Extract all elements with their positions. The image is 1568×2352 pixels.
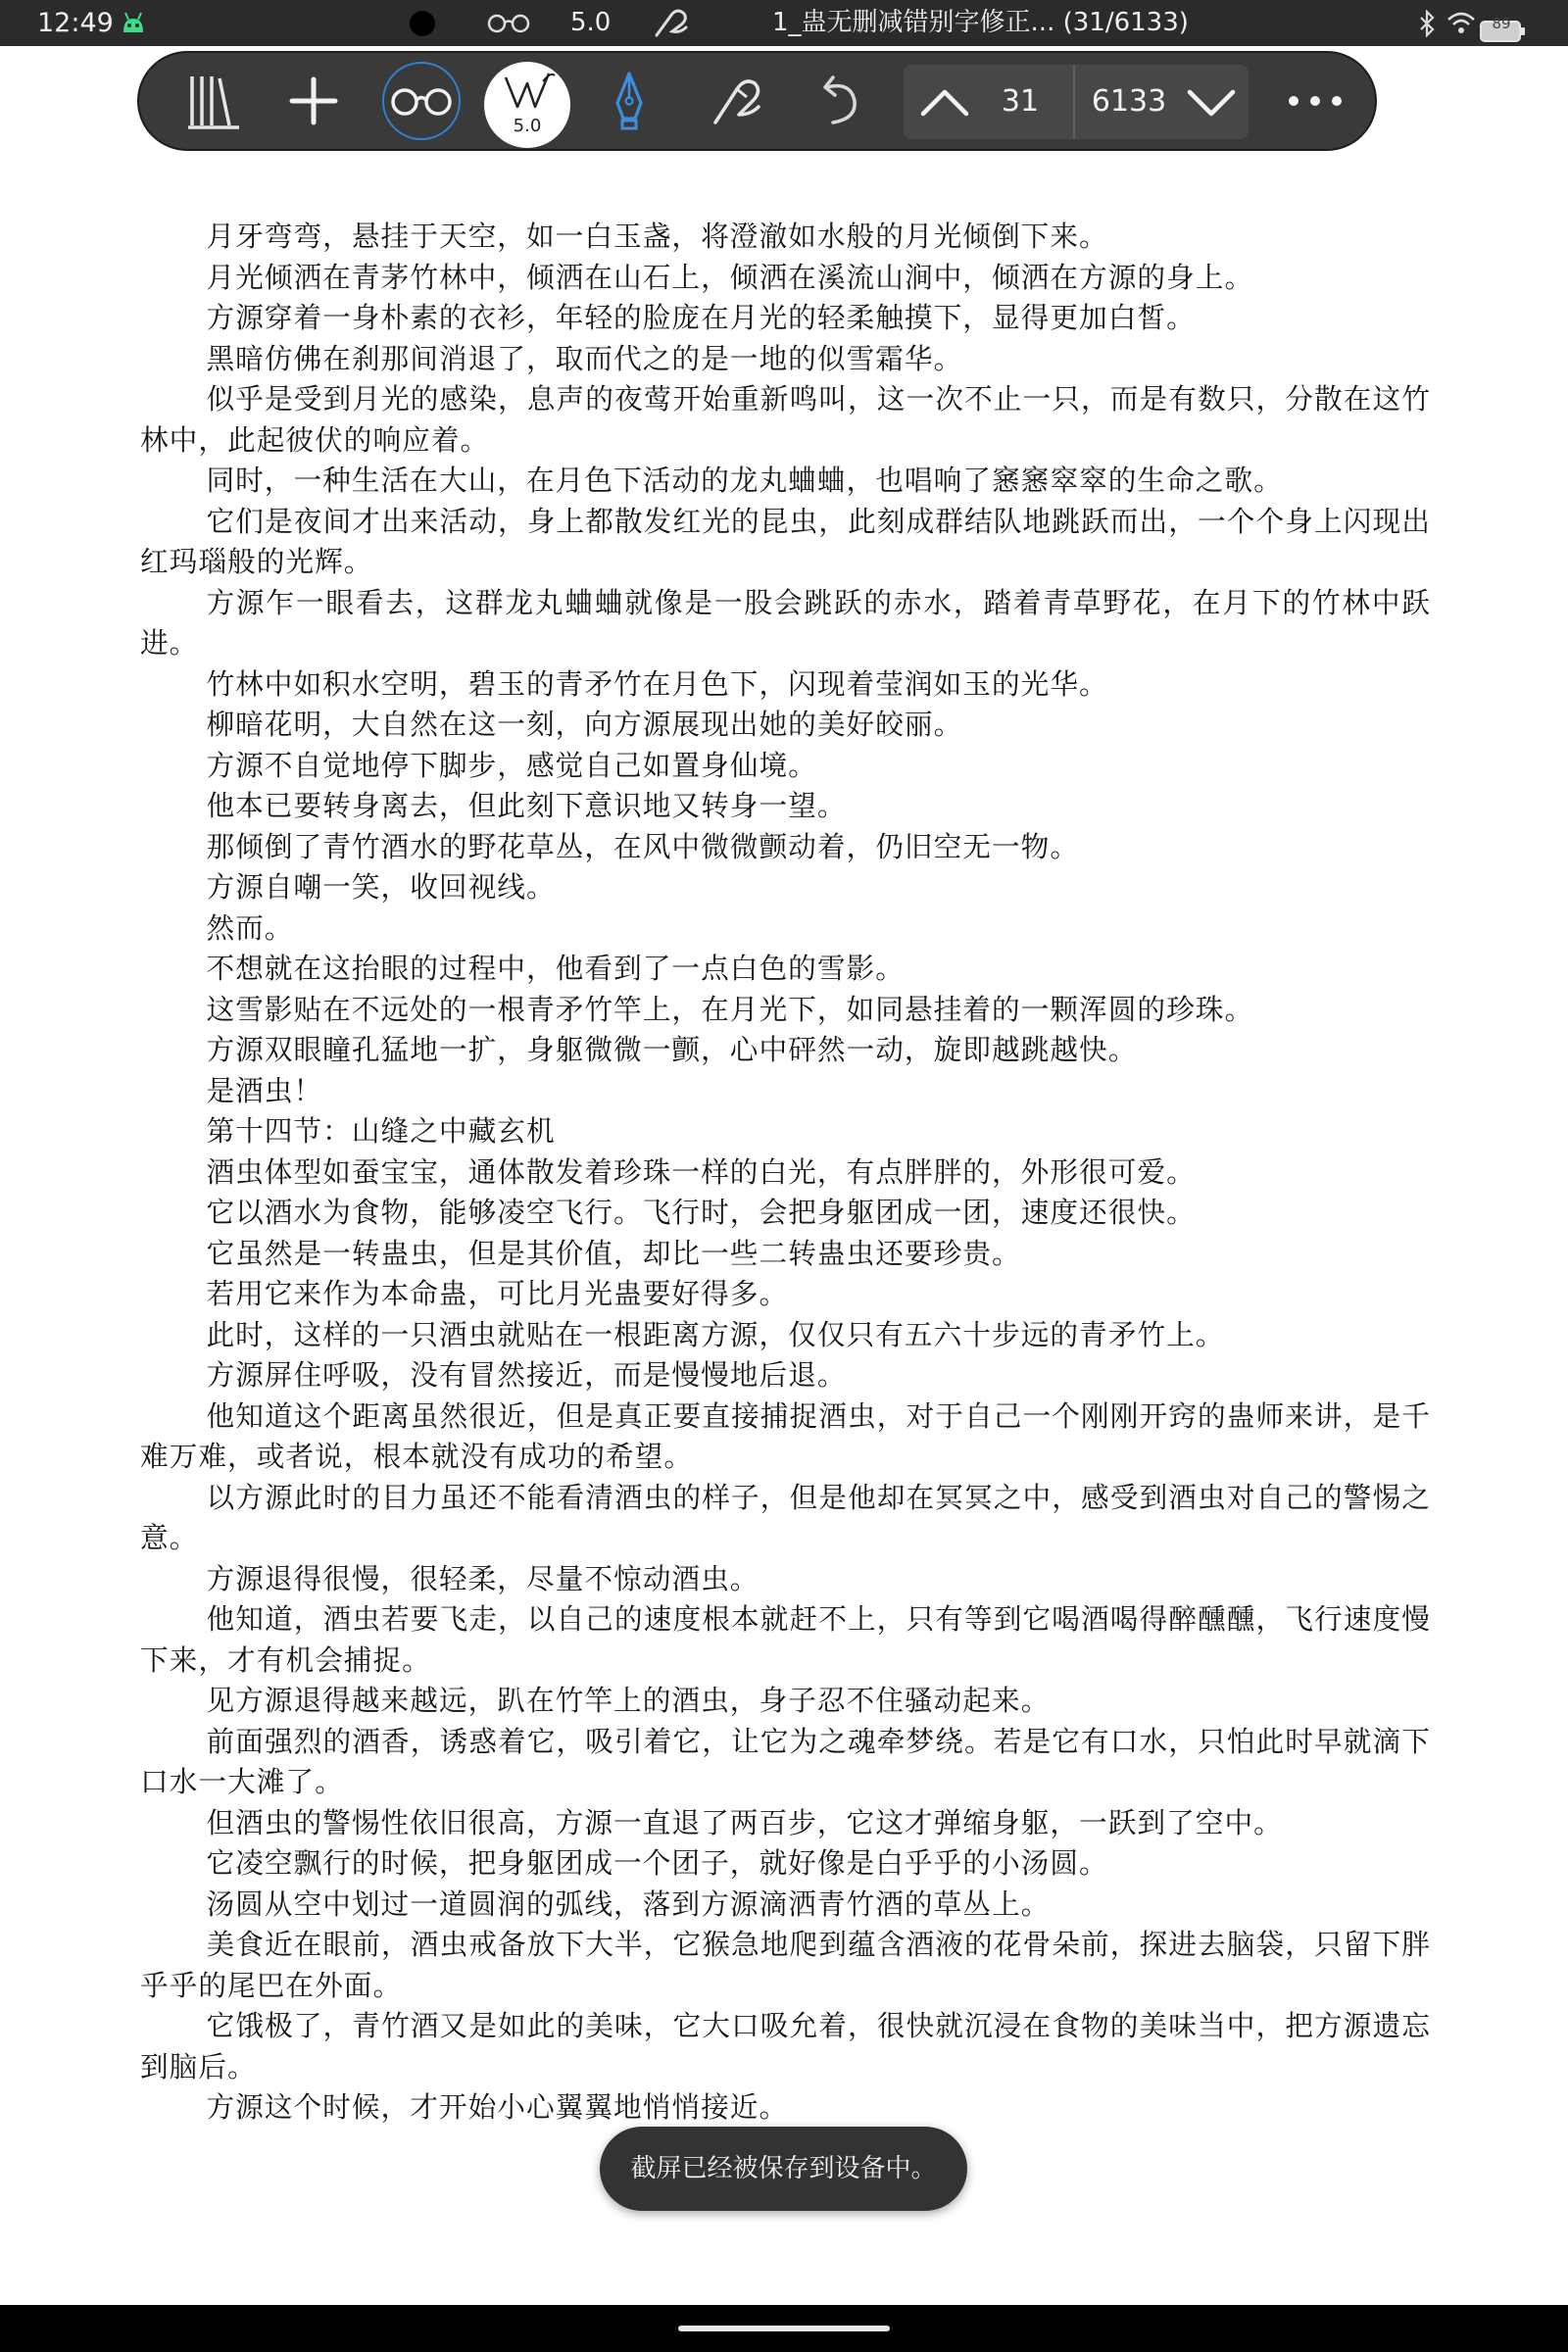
paragraph: 方源双眼瞳孔猛地一扩，身躯微微一颤，心中砰然一动，旋即越跳越快。 xyxy=(206,1033,1138,1066)
paragraph: 他知道这个距离虽然很近，但是真正要直接捕捉酒虫，对于自己一个刚刚开窍的蛊师来讲，是千难万难，或者说，根本就没有成功的希望。 xyxy=(140,1398,1431,1473)
current-page-number[interactable]: 31 xyxy=(1001,84,1040,119)
paragraph: 方源屏住呼吸，没有冒然接近，而是慢慢地后退。 xyxy=(206,1358,847,1392)
library-icon xyxy=(184,71,243,131)
android-debug-icon xyxy=(120,11,147,34)
chevron-up-icon xyxy=(919,86,970,118)
signature-icon xyxy=(653,6,692,41)
paragraph: 汤圆从空中划过一道圆润的弧线，落到方源滴洒青竹酒的草丛上。 xyxy=(206,1886,1051,1921)
paragraph: 它虽然是一转蛊虫，但是其价值，却比一些二转蛊虫还要珍贵。 xyxy=(206,1236,1021,1270)
paragraph: 方源自嘲一笑，收回视线。 xyxy=(206,870,556,904)
zoom-level: 5.0 xyxy=(513,116,542,136)
paragraph: 黑暗仿佛在刹那间消退了，取而代之的是一地的似雪霜华。 xyxy=(206,341,963,375)
undo-icon xyxy=(813,74,864,128)
paragraph: 第十四节：山缝之中藏玄机 xyxy=(206,1114,556,1148)
navigation-bar xyxy=(0,2305,1568,2352)
reading-mode-button[interactable] xyxy=(382,62,461,140)
undo-button[interactable] xyxy=(804,53,874,149)
wifi-icon xyxy=(1446,10,1476,37)
plus-icon xyxy=(288,75,339,126)
paragraph: 它们是夜间才出来活动，身上都散发红光的昆虫，此刻成群结队地跳跃而出，一个个身上闪现出红玛瑙般的光辉。 xyxy=(140,504,1431,578)
paragraph: 方源不自觉地停下脚步，感觉自己如置身仙境。 xyxy=(206,748,817,782)
paragraph: 它以酒水为食物，能够凌空飞行。飞行时，会把身躯团成一团，速度还很快。 xyxy=(206,1196,1196,1229)
pen-nib-icon xyxy=(610,70,649,132)
paragraph: 以方源此时的目力虽还不能看清酒虫的样子，但是他却在冥冥之中，感受到酒虫对自己的警惕之意。 xyxy=(140,1480,1431,1554)
pen-tool-button[interactable] xyxy=(590,53,668,149)
paragraph: 但酒虫的警惕性依旧很高，方源一直退了两百步，它这才弹缩身躯，一跃到了空中。 xyxy=(206,1805,1283,1839)
paragraph: 柳暗花明，大自然在这一刻，向方源展现出她的美好皎丽。 xyxy=(206,708,963,741)
signature-pen-icon xyxy=(708,72,766,130)
status-bar xyxy=(0,0,1568,46)
screenshot-saved-toast: 截屏已经被保存到设备中。 xyxy=(600,2127,967,2211)
paragraph: 方源退得很慢，很轻柔，尽量不惊动酒虫。 xyxy=(206,1561,760,1595)
battery-icon xyxy=(1480,12,1527,35)
paragraph: 似乎是受到月光的感染，息声的夜莺开始重新鸣叫，这一次不止一只，而是有数只，分散在这竹林中，此起彼伏的响应着。 xyxy=(140,382,1431,457)
paragraph: 然而。 xyxy=(206,910,294,945)
paragraph: 酒虫体型如蚕宝宝，通体散发着珍珠一样的白光，有点胖胖的，外形很可爱。 xyxy=(206,1154,1196,1189)
zoom-button[interactable] xyxy=(484,62,570,148)
document-title: 1_蛊无删减错别字修正... (31/6133) xyxy=(772,8,1189,37)
battery-level: 89 xyxy=(1492,15,1511,32)
paragraph: 它饿极了，青竹酒又是如此的美味，它大口吸允着，很快就沉浸在食物的美味当中，把方源遗忘到脑后。 xyxy=(140,2009,1431,2083)
next-page-button[interactable] xyxy=(1182,74,1241,129)
status-zoom: 5.0 xyxy=(570,8,612,37)
paragraph: 同时，一种生活在大山，在月色下活动的龙丸蛐蛐，也唱响了窸窸窣窣的生命之歌。 xyxy=(206,464,1283,497)
status-time: 12:49 xyxy=(37,8,114,38)
paragraph: 此时，这样的一只酒虫就贴在一根距离方源，仅仅只有五六十步远的青矛竹上。 xyxy=(206,1317,1225,1351)
chevron-down-icon xyxy=(1186,86,1237,118)
reading-mode-icon xyxy=(486,12,531,35)
paragraph: 见方源退得越来越远，趴在竹竿上的酒虫，身子忍不住骚动起来。 xyxy=(206,1684,1051,1717)
paragraph: 它凌空飘行的时候，把身躯团成一个团子，就好像是白乎乎的小汤圆。 xyxy=(206,1846,1108,1880)
paragraph: 月牙弯弯，悬挂于天空，如一白玉盏，将澄澈如水般的月光倾倒下来。 xyxy=(206,220,1108,253)
paragraph: 那倾倒了青竹酒水的野花草丛，在风中微微颤动着，仍旧空无一物。 xyxy=(206,829,1080,863)
signature-tool-button[interactable] xyxy=(696,53,778,149)
paragraph: 竹林中如积水空明，碧玉的青矛竹在月色下，闪现着莹润如玉的光华。 xyxy=(206,666,1108,701)
paragraph: 月光倾洒在青茅竹林中，倾洒在山石上，倾洒在溪流山涧中，倾洒在方源的身上。 xyxy=(206,260,1254,294)
document-page[interactable] xyxy=(140,217,1431,2129)
paragraph: 方源这个时候，才开始小心翼翼地悄悄接近。 xyxy=(206,2090,789,2124)
more-dots-icon xyxy=(1286,94,1345,108)
glasses-icon xyxy=(389,85,454,117)
bluetooth-icon xyxy=(1417,10,1437,37)
more-options-button[interactable] xyxy=(1276,53,1354,149)
library-button[interactable] xyxy=(178,53,249,149)
paragraph: 若用它来作为本命蛊，可比月光蛊要好得多。 xyxy=(206,1277,789,1310)
paragraph: 方源穿着一身朴素的衣衫，年轻的脸庞在月光的轻柔触摸下，显得更加白皙。 xyxy=(206,301,1196,334)
paragraph: 美食近在眼前，酒虫戒备放下大半，它猴急地爬到蕴含酒液的花骨朵前，探进去脑袋，只留下胖乎乎的尾巴在外面。 xyxy=(140,1928,1431,2002)
paragraph: 方源乍一眼看去，这群龙丸蛐蛐就像是一股会跳跃的赤水，踏着青草野花，在月下的竹林中跃进。 xyxy=(140,585,1431,660)
recording-dot-icon xyxy=(410,11,435,36)
paragraph: 不想就在这抬眼的过程中，他看到了一点白色的雪影。 xyxy=(206,952,905,985)
paragraph: 前面强烈的酒香，诱惑着它，吸引着它，让它为之魂牵梦绕。若是它有口水，只怕此时早就滴下口水一大滩了。 xyxy=(140,1724,1431,1798)
paragraph: 是酒虫！ xyxy=(206,1073,323,1107)
home-gesture-handle[interactable] xyxy=(678,2326,890,2331)
stylus-w-icon xyxy=(498,68,557,117)
paragraph: 他本已要转身离去，但此刻下意识地又转身一望。 xyxy=(206,789,847,822)
add-button[interactable] xyxy=(278,53,349,149)
total-page-count: 6133 xyxy=(1091,84,1167,119)
navigator-divider xyxy=(1073,65,1075,139)
previous-page-button[interactable] xyxy=(915,74,974,129)
page-navigator xyxy=(904,65,1249,139)
reader-toolbar xyxy=(137,51,1377,151)
paragraph: 这雪影贴在不远处的一根青矛竹竿上，在月光下，如同悬挂着的一颗浑圆的珍珠。 xyxy=(206,992,1254,1026)
paragraph: 他知道，酒虫若要飞走，以自己的速度根本就赶不上，只有等到它喝酒喝得醉醺醺，飞行速度慢下来，才有机会捕捉。 xyxy=(140,1602,1431,1677)
